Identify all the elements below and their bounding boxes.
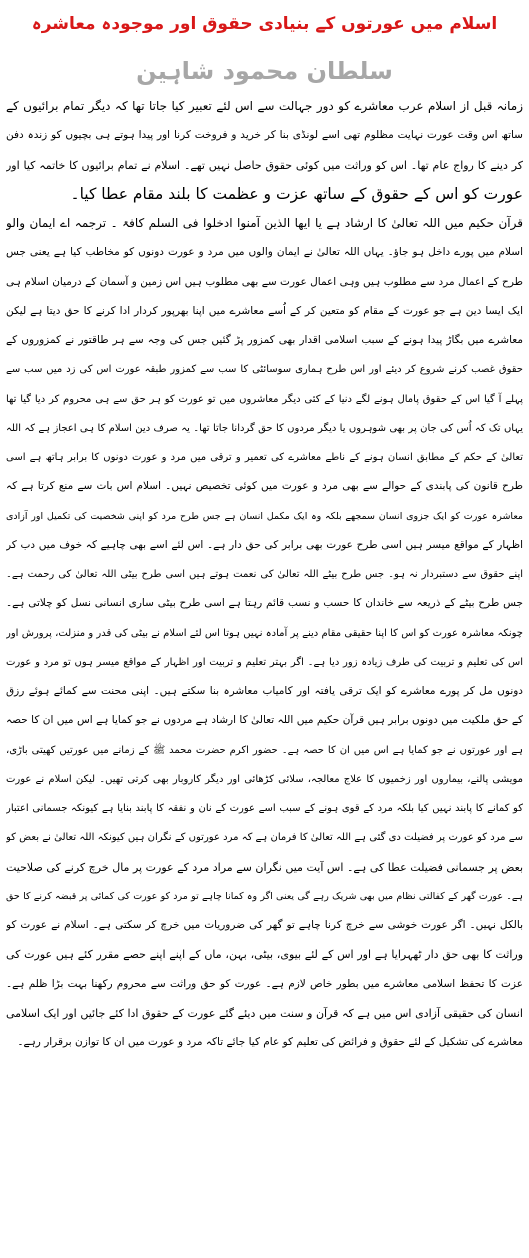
body-line: ہے۔ عورت گھر کے کفالتی نظام میں بھی شریک رہے گی یعنی اگر وہ کمانا چاہے تو مرد کو عورت کی کمائی پر قبضہ کرنے کا حق [6, 890, 523, 902]
body-line: کو کمانے کا پابند نہیں کیا بلکہ مرد کے قوی ہونے کے سبب اسے عورت کے نان و نفقہ کا پابند بنایا ہے کیونکہ جسمانی اعتبار [6, 803, 523, 814]
body-line: اسلام میں پورے داخل ہو جاؤ۔ یہاں اللہ تعالیٰ نے ایمان والوں میں مرد و عورت دونوں کو مخاطب کیا ہے یعنی جس [6, 246, 523, 259]
body-line: ساتھ اس وقت عورت نہایت مظلوم تھی اسے لونڈی بنا کر خرید و فروخت کرنا اور پیدا ہوتے ہی بچیوں کو زندہ دفن [6, 129, 523, 142]
body-line: اظہار کے مواقع میسر ہیں اسی طرح عورت بھی برابر کی حق دار ہے۔ اس لئے اسے بھی چاہیے کہ خوف میں دب کر [6, 538, 523, 551]
article-body [6, 92, 523, 1256]
body-line: ہے اور عورتوں نے جو کمایا ہے اس میں ان کا حصہ ہے۔ حضور اکرم حضرت محمد ﷺ کے زمانے میں عورتیں کھیتی باڑی، [6, 744, 523, 756]
body-line: یہاں تک کہ اُس کی جان پر بھی شوہروں یا دیگر مردوں کا حق گردانا جاتا تھا۔ یہ صرف دین اسلام کا ہی اعجاز ہے کہ اللہ [6, 422, 523, 434]
author-name: سلطان محمود شاہین [136, 57, 393, 85]
body-line: اس کی تعلیم و تربیت کی طرف زیادہ زور دیا ہے۔ اگر بہتر تعلیم و تربیت اور اظہار کے مواقع میسر ہوں تو مرد و عورت [6, 656, 523, 668]
body-line: معاشرے کی تشکیل کے لئے حقوق و فرائض کی تعلیم کو عام کیا جائے تاکہ مرد و عورت میں ان کا توازن برقرار رہے۔ [17, 1036, 523, 1048]
body-line: کر دینے کا رواج عام تھا۔ اس کو وراثت میں کوئی حقوق حاصل نہیں تھے۔ اسلام نے تمام برائیوں کا خاتمہ کیا اور [6, 158, 523, 172]
body-line: مویشی پالنے، بیماروں اور زخمیوں کا علاج معالجہ، سلائی کڑھائی اور دیگر کاروبار بھی کرتی تھیں۔ لیکن اسلام نے عورت [6, 773, 523, 785]
article-title: اسلام میں عورتوں کے بنیادی حقوق اور موجودہ معاشرہ [31, 14, 498, 34]
body-line: اپنے حقوق سے دستبردار نہ ہو۔ جس طرح بیٹے اللہ تعالیٰ کی نعمت ہوتے ہیں اسی طرح بیٹی اللہ تعالیٰ کی رحمت ہے۔ [6, 569, 523, 580]
body-line: بالکل نہیں۔ اگر عورت خوشی سے خرچ کرنا چاہے تو گھر کی ضروریات میں خرچ کر سکتی ہے۔ اسلام نے عورت کو [6, 919, 523, 931]
body-line: وراثت کا بھی حق دار ٹھہرایا ہے اور اس کے لئے بیوی، بیٹی، بہن، ماں کے اپنے اپنے حصے مقرر کئے ہیں عورت کی [6, 948, 523, 962]
body-line: سے مرد کو عورت پر فضیلت دی گئی ہے اللہ تعالیٰ کا فرمان ہے کہ مرد عورتوں کے نگران ہیں کیونکہ اللہ تعالیٰ نے بعض کو [6, 832, 523, 844]
body-line: کے حق ملکیت میں دونوں برابر ہیں قرآن حکیم میں اللہ تعالیٰ کا ارشاد ہے مردوں نے جو کمایا ہے اس میں ان کا حصہ [6, 714, 523, 727]
body-line: زمانہ قبل از اسلام عرب معاشرے کو دور جہالت سے اس لئے تعبیر کیا جاتا تھا کہ دیگر تمام برائیوں کے [6, 99, 523, 113]
body-line: تعالیٰ کے حکم کے مطابق انسان ہونے کے ناطے معاشرے کی تعمیر و ترقی میں مرد و عورت دونوں کا برابر ہاتھ ہے اسی [6, 452, 523, 463]
body-line: عزت کا تحفظ اسلامی معاشرے میں بطور خاص لازم ہے۔ عورت کو حق وراثت سے محروم رکھنا بہت بڑا ظلم ہے۔ [6, 977, 523, 990]
body-line: دونوں مل کر پورے معاشرے کو ایک ترقی یافتہ اور کامیاب معاشرہ بنا سکتے ہیں۔ اپنی محنت سے کمائے ہوئے رزق [6, 685, 523, 697]
body-line: معاشرے میں بگاڑ پیدا ہونے کے سبب اسلامی اقدار بھی کمزور پڑ گئیں جس کی وجہ سے ہر طاقتور نے کمزوروں کے [6, 334, 523, 346]
body-line: جس طرح بیٹے کے ذریعہ سے خاندان کا حسب و نسب قائم رہتا ہے اسی طرح بیٹی ساری انسانی نسل کو چلاتی ہے۔ [6, 597, 523, 610]
body-line: پہلے آ گیا اس کے حقوق پامال ہونے لگے دنیا کے کئی دیگر معاشروں میں تو عورت کو ہر حق سے ہی محروم کر دیا گیا تھا [6, 393, 523, 405]
body-line: ایک ایسا دین ہے جو عورت کے مقام کو متعین کر کے اُسے معاشرے میں اپنا بھرپور کردار ادا کرنے کا حق دیتا ہے لیکن [6, 304, 523, 317]
body-line: طرح قانون کی پابندی کے حوالے سے بھی مرد و عورت میں کوئی تخصیص نہیں۔ اسلام اس بات سے منع کرتا ہے کہ [6, 480, 523, 493]
body-line: قرآن حکیم میں اللہ تعالیٰ کا ارشاد ہے یا ایھا الذین آمنوا ادخلوا فی السلم کافۃ ۔ ترجمہ اے ایمان والو [6, 216, 523, 230]
body-line: طرح کے اعمال مرد سے مطلوب ہیں وہی اعمال عورت سے بھی مطلوب ہیں اس زمین و آسمان کے درمیان اسلام ہی [6, 275, 523, 288]
body-line: انسان کی حقیقی آزادی اس میں ہے کہ قرآن و سنت میں دیئے گئے عورت کے حقوق ادا کئے جائیں اور ایک اسلامی [6, 1006, 523, 1020]
body-line: عورت کو اس کے حقوق کے ساتھ عزت و عظمت کا بلند مقام عطا کیا۔ [70, 184, 523, 203]
body-line: حقوق غصب کرنے شروع کر دیئے اور اس طرح ہماری سوسائٹی کا سب سے کمزور طبقہ عورت اس کی زد میں سب سے [6, 364, 523, 376]
body-line: بعض پر جسمانی فضیلت عطا کی ہے۔ اس آیت میں نگران سے مراد مرد کے عورت پر مال خرچ کرنے کی صلاحیت [6, 860, 523, 874]
body-line: چونکہ معاشرہ عورت کو اس کا اپنا حقیقی مقام دینے پر آمادہ نہیں ہوتا اس لئے اسلام نے بیٹی کی قدر و منزلت، پرورش اور [6, 627, 523, 639]
body-line: معاشرہ عورت کو ایک جزوی انسان سمجھے بلکہ وہ ایک مکمل انسان ہے جس طرح مرد کو اپنی شخصیت کی تکمیل اور آزادی [6, 510, 523, 522]
